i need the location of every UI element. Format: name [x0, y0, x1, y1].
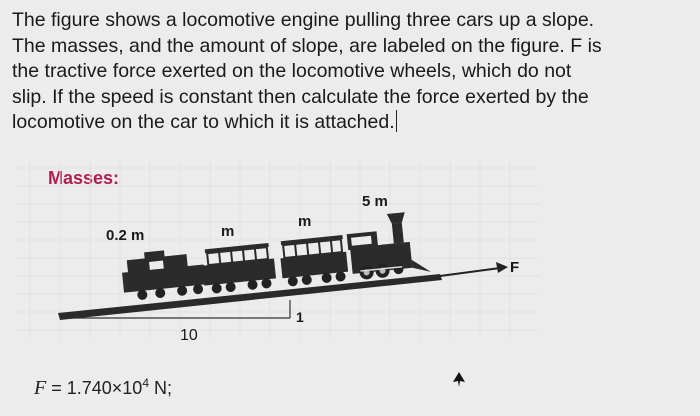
answer-unit: N; — [149, 378, 173, 398]
mass-label-car2: m — [221, 223, 235, 240]
car-1 — [120, 247, 206, 302]
force-label: F — [510, 259, 520, 276]
question-line: The figure shows a locomotive engine pulling three cars up a slope. — [12, 9, 595, 31]
run-label: 10 — [180, 327, 198, 344]
car-3 — [279, 235, 349, 287]
question-line: locomotive on the car to which it is attached. — [12, 111, 395, 134]
force-variable: F — [34, 377, 47, 399]
masses-heading: Masses: — [48, 168, 120, 188]
question-line: slip. If the speed is constant then calculate the force exerted by the — [12, 85, 589, 108]
question-line: The masses, and the amount of slope, are labeled on the figure. F is — [12, 34, 602, 57]
locomotive — [345, 210, 431, 281]
question-text — [12, 8, 692, 136]
mass-label-car3: m — [298, 213, 312, 230]
mass-label-locomotive: 5 m — [362, 193, 388, 210]
locomotive-figure — [0, 160, 700, 360]
force-arrowhead — [496, 262, 508, 273]
car-2 — [201, 243, 277, 295]
force-arrow — [440, 268, 500, 276]
mouse-pointer-icon — [452, 372, 466, 388]
mass-label-car1: 0.2 m — [106, 227, 145, 244]
answer-exponent: 4 — [142, 376, 149, 390]
question-line: the tractive force exerted on the locomotive wheels, which do not — [12, 60, 572, 83]
answer-formula — [34, 376, 172, 400]
text-cursor — [396, 110, 398, 132]
rise-label: 1 — [296, 309, 304, 325]
question-line-last — [12, 110, 692, 136]
answer-value: = 1.740×10 — [46, 378, 143, 398]
